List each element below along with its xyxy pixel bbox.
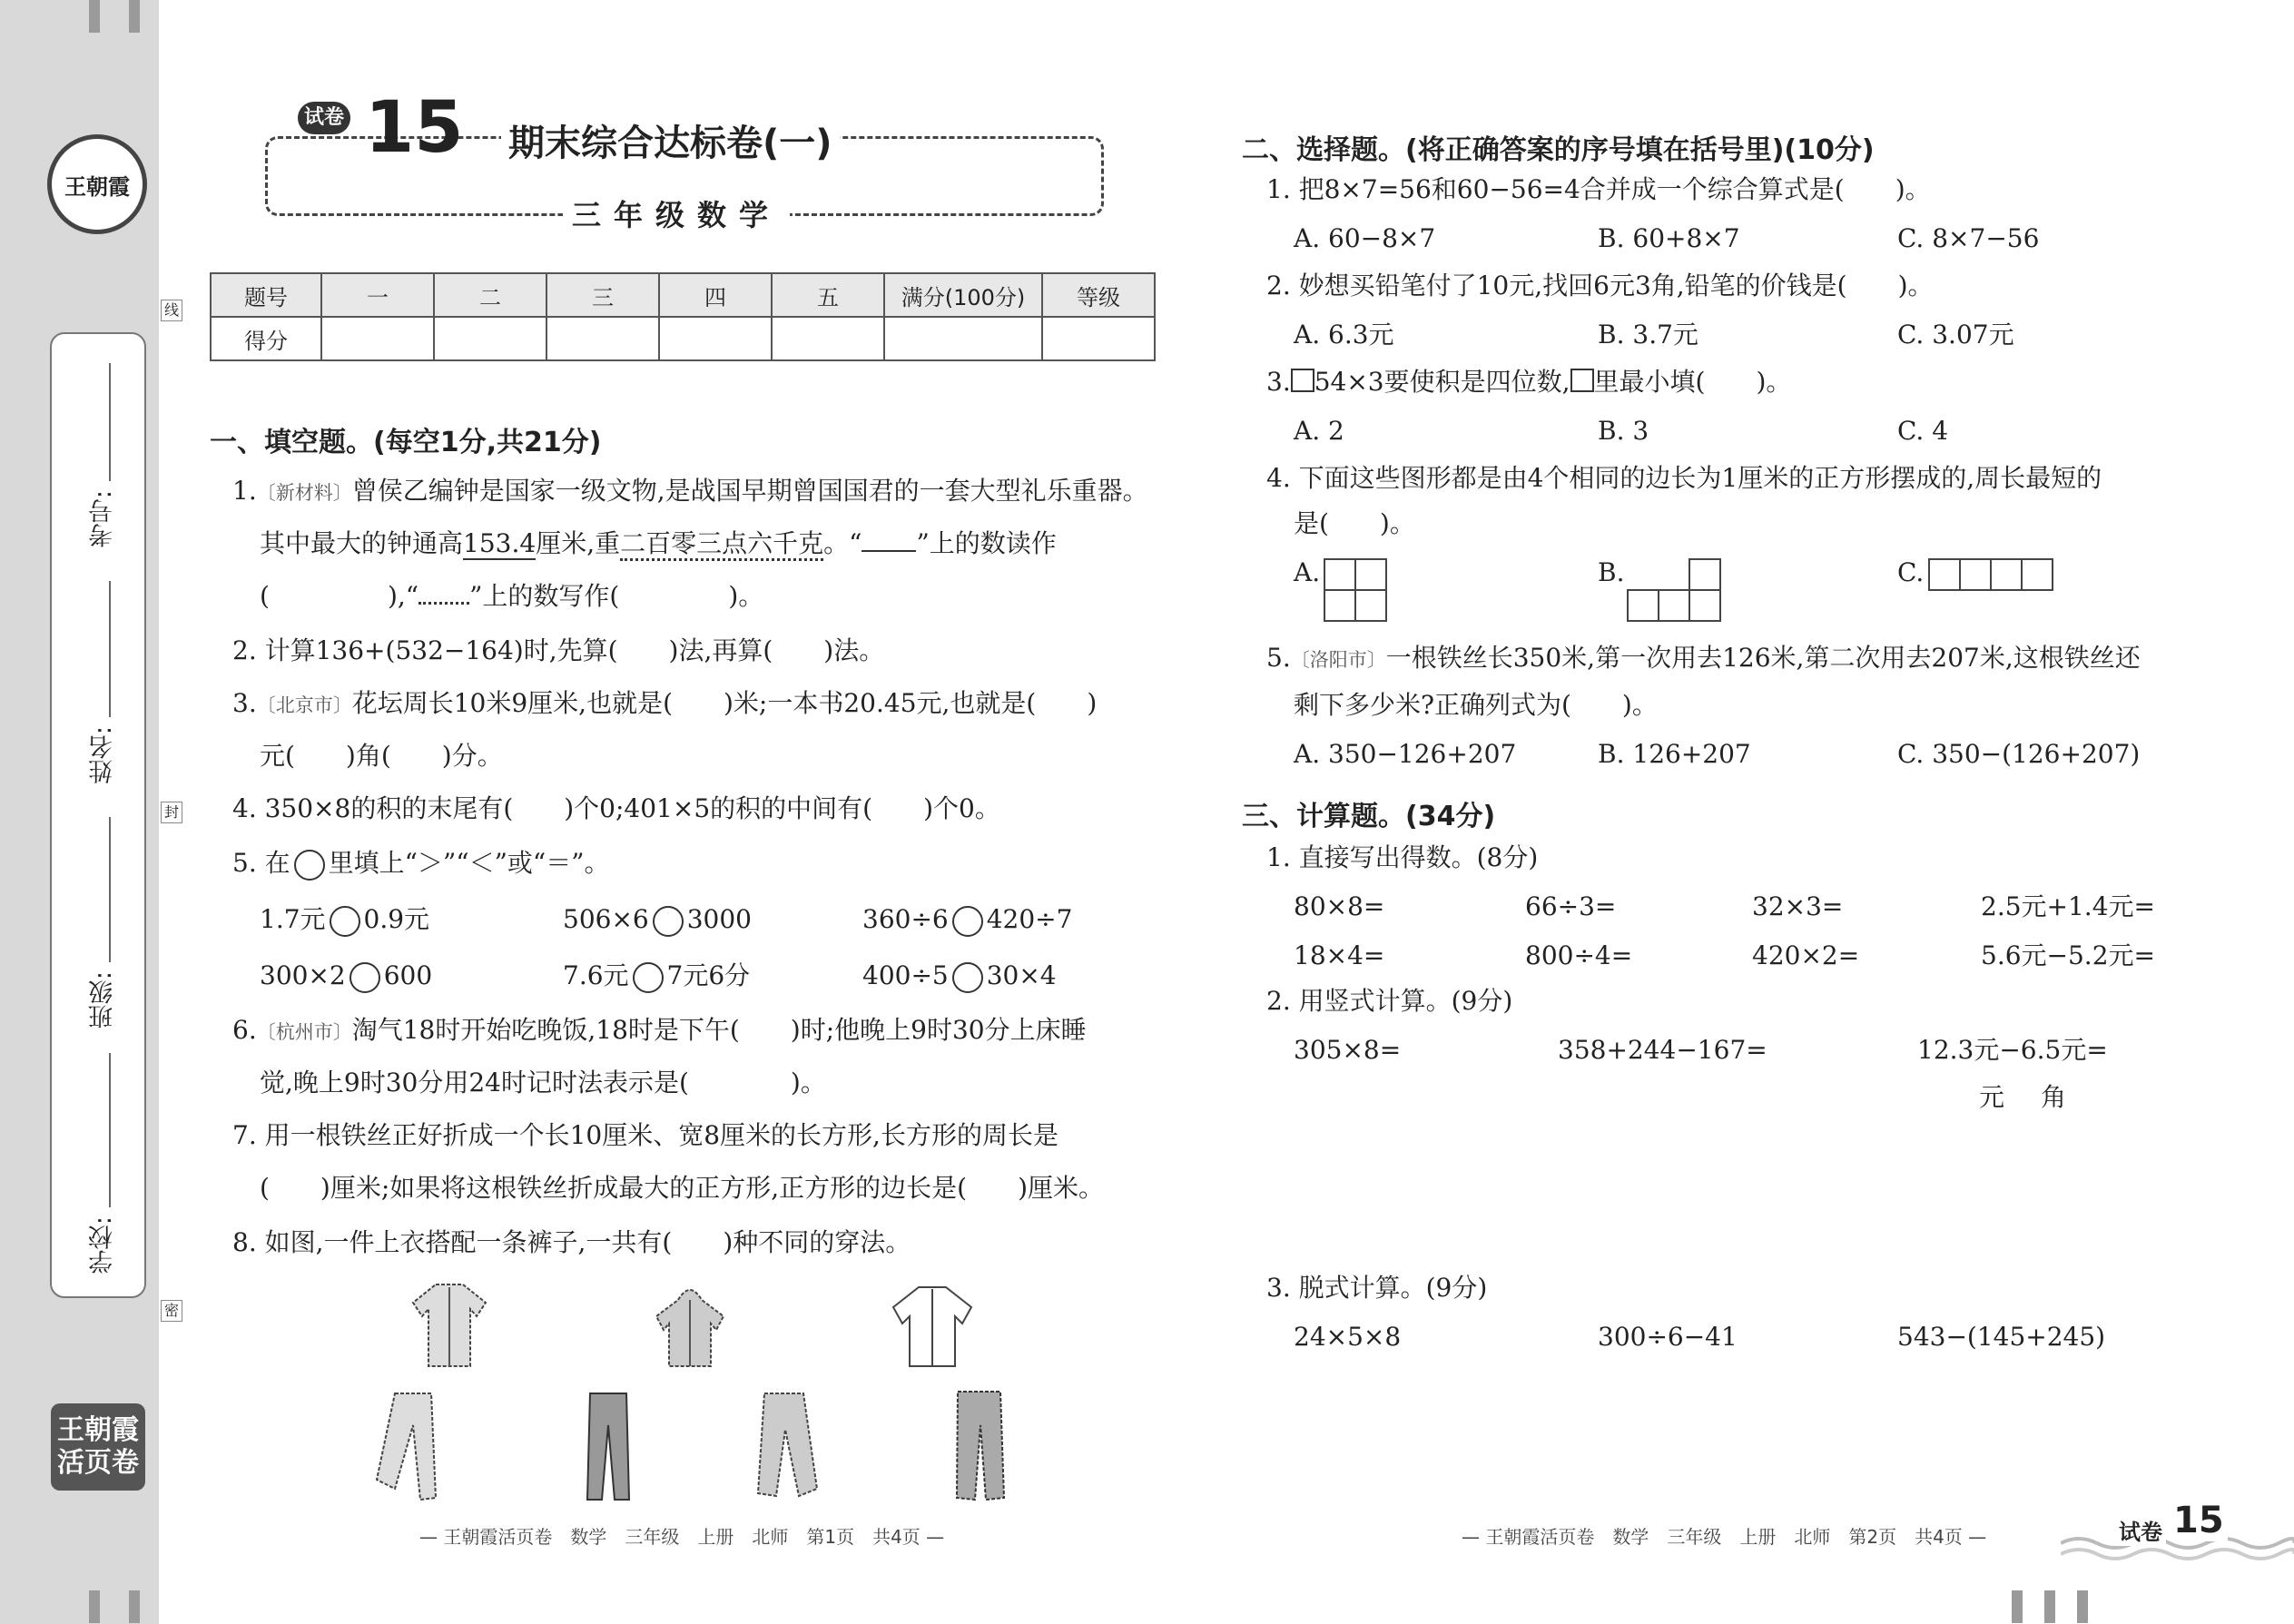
bottom-logo-line2: 活页卷 xyxy=(57,1447,139,1479)
bottom-logo-line1: 王朝霞 xyxy=(57,1414,139,1446)
s3-sub1: 1. 直接写出得数。(8分) xyxy=(1266,842,1539,872)
pants-icon xyxy=(744,1389,826,1507)
strip-tick xyxy=(2044,1590,2055,1623)
square-blank-icon xyxy=(1291,369,1314,392)
s2-q3-number: 3. xyxy=(1266,367,1291,397)
s3-oral-item: 80×8= xyxy=(1294,891,1385,921)
q1-number: 1. xyxy=(232,476,257,506)
exam-number-line[interactable] xyxy=(109,363,111,481)
s3-step-item: 24×5×8 xyxy=(1294,1322,1402,1352)
s3-vertical-item: 358+244−167= xyxy=(1558,1035,1767,1065)
s3-oral-item: 18×4= xyxy=(1294,940,1385,970)
compare-circle-icon[interactable] xyxy=(952,962,983,993)
score-cell[interactable] xyxy=(321,317,434,360)
s2-q3-opt-c[interactable]: C. 4 xyxy=(1897,416,1949,446)
q5-left: 1.7元 xyxy=(260,904,326,934)
q1-text-a: 曾侯乙编钟是国家一级文物,是战国早期曾国国君的一套大型礼乐重器。 xyxy=(351,476,1148,506)
pants-icon xyxy=(576,1389,640,1507)
bottom-logo xyxy=(51,1403,145,1491)
s2-q4-opt-a[interactable]: A. xyxy=(1294,557,1321,587)
score-header-cell: 等级 xyxy=(1042,273,1155,317)
s3-sub2: 2. 用竖式计算。(9分) xyxy=(1266,986,1513,1016)
score-row xyxy=(211,317,1155,360)
q1-text-c4: )。 xyxy=(728,581,764,611)
score-header-cell: 五 xyxy=(772,273,884,317)
q1-line3 xyxy=(260,570,763,623)
q5-item xyxy=(862,950,1057,1002)
q1-text-c2: ),“ xyxy=(387,581,419,611)
section3-heading: 三、计算题。(34分) xyxy=(1242,801,1496,832)
name-label: 姓名: xyxy=(89,726,117,784)
footer-right: — 王朝霞活页卷 数学 三年级 上册 北师 第2页 共4页 — xyxy=(1462,1526,1987,1548)
square-shape-a xyxy=(1324,558,1387,622)
s3-oral-item: 800÷4= xyxy=(1525,940,1633,970)
s2-q5-text-a: 一根铁丝长350米,第一次用去126米,第二次用去207米,这根铁丝还 xyxy=(1385,643,2141,673)
s3-sub3: 3. 脱式计算。(9分) xyxy=(1266,1273,1488,1303)
name-line[interactable] xyxy=(109,581,111,717)
q1-text-c3: ”上的数写作( xyxy=(469,581,620,611)
score-header-cell: 三 xyxy=(546,273,659,317)
q6-number: 6. xyxy=(232,1015,257,1045)
s3-oral-item: 420×2= xyxy=(1752,940,1860,970)
q3-line1 xyxy=(232,677,1097,732)
q5-left: 506×6 xyxy=(563,904,649,934)
s3-step-item: 300÷6−41 xyxy=(1598,1322,1738,1352)
s2-q3 xyxy=(1266,356,1791,408)
publisher-logo xyxy=(47,134,147,234)
student-info-box xyxy=(50,332,146,1298)
q5-right: 30×4 xyxy=(986,960,1057,990)
compare-circle-icon[interactable] xyxy=(330,906,360,937)
section1-heading: 一、填空题。(每空1分,共21分) xyxy=(210,427,602,458)
q5-right: 0.9元 xyxy=(363,904,430,934)
s2-q1-opt-a[interactable]: A. 60−8×7 xyxy=(1294,223,1436,253)
q1-text-b4: ”上的数读作 xyxy=(916,528,1057,558)
q7-line1: 7. 用一根铁丝正好折成一个长10厘米、宽8厘米的长方形,长方形的周长是 xyxy=(232,1120,1058,1150)
q1-text-c1: ( xyxy=(260,581,270,611)
score-header-row xyxy=(211,273,1155,317)
s2-q3-text-b: 里最小填( )。 xyxy=(1593,367,1792,397)
q3-text-a: 花坛周长10米9厘米,也就是( )米;一本书20.45元,也就是( ) xyxy=(351,688,1098,718)
s3-vertical-item: 305×8= xyxy=(1294,1035,1402,1065)
square-shape-c xyxy=(1928,558,2053,591)
school-line[interactable] xyxy=(109,1053,111,1207)
s3-units-label: 元 角 xyxy=(1979,1082,2072,1112)
s3-oral-item: 32×3= xyxy=(1752,891,1844,921)
q5-right: 3000 xyxy=(686,904,752,934)
exam-subject: 三年级数学 xyxy=(563,192,790,234)
strip-tick xyxy=(89,1590,100,1623)
bind-mark-secret: 密 xyxy=(161,1300,182,1322)
score-cell[interactable] xyxy=(659,317,772,360)
compare-circle-icon[interactable] xyxy=(633,962,664,993)
shirt-icon xyxy=(409,1280,490,1371)
score-header-cell: 四 xyxy=(659,273,772,317)
q1-text-b2: 厘米,重 xyxy=(536,528,621,558)
q1-weight-value: 二百零三点六千克 xyxy=(620,528,823,561)
s2-q5-source-tag: 〔洛阳市〕 xyxy=(1290,649,1386,671)
q1-wavy-marker xyxy=(418,602,469,605)
score-header-cell: 二 xyxy=(434,273,546,317)
q6-line2: 觉,晚上9时30分用24时记时法表示是( )。 xyxy=(260,1068,826,1097)
q3-source-tag: 〔北京市〕 xyxy=(256,694,352,716)
q5-item xyxy=(563,950,750,1002)
score-header-cell: 一 xyxy=(321,273,434,317)
compare-circle-icon[interactable] xyxy=(653,906,684,937)
q5-intro xyxy=(232,837,610,890)
q5-right: 7元6分 xyxy=(666,960,751,990)
s2-q2-opt-c[interactable]: C. 3.07元 xyxy=(1897,320,2014,349)
exam-title: 期末综合达标卷(一) xyxy=(501,114,840,166)
s2-q5-line1 xyxy=(1266,632,2141,686)
s2-q5-opt-c[interactable]: C. 350−(126+207) xyxy=(1897,739,2141,769)
square-shape-b xyxy=(1627,558,1721,622)
s2-q1: 1. 把8×7=56和60−56=4合并成一个综合算式是( )。 xyxy=(1266,174,1931,204)
s2-q4-opt-b[interactable]: B. xyxy=(1598,557,1625,587)
q6-text-a: 淘气18时开始吃晚饭,18时是下午( )时;他晚上9时30分上床睡 xyxy=(351,1015,1087,1045)
q2-text: 2. 计算136+(532−164)时,先算( )法,再算( )法。 xyxy=(232,635,885,665)
q5-text-1: 5. 在 xyxy=(232,848,290,878)
q5-item xyxy=(260,950,432,1002)
q5-right: 600 xyxy=(383,960,433,990)
bind-mark-line: 线 xyxy=(161,300,182,321)
s2-q5-opt-b[interactable]: B. 126+207 xyxy=(1598,739,1751,769)
q5-left: 300×2 xyxy=(260,960,346,990)
q5-text-2: 里填上“＞”“＜”或“＝”。 xyxy=(328,848,610,878)
q6-source-tag: 〔杭州市〕 xyxy=(256,1021,352,1043)
class-label: 班级: xyxy=(89,971,117,1029)
compare-circle-icon[interactable] xyxy=(952,906,983,937)
q5-item xyxy=(862,893,1072,946)
q5-item xyxy=(563,893,752,946)
s3-vertical-item: 12.3元−6.5元= xyxy=(1917,1035,2108,1065)
school-label: 学校: xyxy=(89,1216,117,1275)
score-cell[interactable] xyxy=(772,317,884,360)
score-cell[interactable] xyxy=(546,317,659,360)
score-row-label: 得分 xyxy=(211,317,321,360)
footer-badge-word: 试卷 xyxy=(2115,1514,2166,1546)
q1-underline-marker xyxy=(861,550,916,552)
q1-line1 xyxy=(232,465,1148,519)
q3-line2: 元( )角( )分。 xyxy=(260,741,503,771)
s2-q4-line1: 4. 下面这些图形都是由4个相同的边长为1厘米的正方形摆成的,周长最短的 xyxy=(1266,463,2102,493)
s2-q4-opt-c[interactable]: C. xyxy=(1897,557,1925,587)
s3-oral-item: 66÷3= xyxy=(1525,891,1617,921)
s3-oral-item: 2.5元+1.4元= xyxy=(1981,891,2155,921)
score-header-cell: 题号 xyxy=(211,273,321,317)
s2-q5-line2: 剩下多少米?正确列式为( )。 xyxy=(1294,690,1658,720)
score-table xyxy=(210,272,1156,361)
q7-line2: ( )厘米;如果将这根铁丝折成最大的正方形,正方形的边长是( )厘米。 xyxy=(260,1173,1105,1203)
exam-badge-word: 试卷 xyxy=(298,102,350,134)
pants-icon xyxy=(944,1384,1017,1507)
s2-q4-line2: 是( )。 xyxy=(1294,508,1415,538)
s2-q3-text-a: 54×3要使积是四位数, xyxy=(1314,367,1570,397)
q5-left: 7.6元 xyxy=(563,960,629,990)
q1-text-b1: 其中最大的钟通高 xyxy=(260,528,464,558)
footer-badge-number: 15 xyxy=(2170,1500,2228,1541)
bind-mark-seal: 封 xyxy=(161,802,182,823)
section2-heading: 二、选择题。(将正确答案的序号填在括号里)(10分) xyxy=(1242,134,1875,166)
q6-line1 xyxy=(232,1004,1087,1058)
strip-tick xyxy=(129,0,140,33)
strip-tick xyxy=(2077,1590,2088,1623)
score-cell[interactable] xyxy=(434,317,546,360)
q1-text-b3: 。“ xyxy=(823,528,862,558)
s2-q1-opt-c[interactable]: C. 8×7−56 xyxy=(1897,223,2040,253)
q3-number: 3. xyxy=(232,688,257,718)
s2-q2: 2. 妙想买铅笔付了10元,找回6元3角,铅笔的价钱是( )。 xyxy=(1266,271,1934,300)
q8-text: 8. 如图,一件上衣搭配一条裤子,一共有( )种不同的穿法。 xyxy=(232,1227,911,1257)
hoodie-icon xyxy=(649,1280,731,1371)
q5-right: 420÷7 xyxy=(986,904,1073,934)
s2-q2-opt-a[interactable]: A. 6.3元 xyxy=(1294,320,1394,349)
strip-tick xyxy=(2012,1590,2023,1623)
exam-number-label: 考号: xyxy=(89,490,117,548)
q4-text: 4. 350×8的积的末尾有( )个0;401×5的积的中间有( )个0。 xyxy=(232,793,1000,823)
jacket-icon xyxy=(890,1280,976,1371)
s2-q3-opt-a[interactable]: A. 2 xyxy=(1294,416,1344,446)
s2-q5-number: 5. xyxy=(1266,643,1291,673)
exam-number: 15 xyxy=(365,87,464,169)
score-header-cell: 满分(100分) xyxy=(884,273,1042,317)
compare-circle-icon xyxy=(294,850,325,881)
square-blank-icon xyxy=(1570,369,1594,392)
score-cell[interactable] xyxy=(1042,317,1155,360)
footer-left: — 王朝霞活页卷 数学 三年级 上册 北师 第1页 共4页 — xyxy=(419,1526,945,1548)
q1-line2 xyxy=(260,517,1057,570)
s3-oral-item: 5.6元−5.2元= xyxy=(1981,940,2155,970)
pants-icon xyxy=(368,1389,449,1507)
s2-q1-opt-b[interactable]: B. 60+8×7 xyxy=(1598,223,1740,253)
q1-height-value: 153.4 xyxy=(463,528,537,558)
q1-source-tag: 〔新材料〕 xyxy=(256,482,352,504)
s2-q2-opt-b[interactable]: B. 3.7元 xyxy=(1598,320,1698,349)
q5-left: 360÷6 xyxy=(862,904,949,934)
q5-item xyxy=(260,893,429,946)
strip-tick xyxy=(89,0,100,33)
q5-left: 400÷5 xyxy=(862,960,949,990)
s3-step-item: 543−(145+245) xyxy=(1897,1322,2106,1352)
score-cell[interactable] xyxy=(884,317,1042,360)
compare-circle-icon[interactable] xyxy=(350,962,380,993)
class-line[interactable] xyxy=(109,817,111,962)
strip-tick xyxy=(129,1590,140,1623)
s2-q3-opt-b[interactable]: B. 3 xyxy=(1598,416,1649,446)
s2-q5-opt-a[interactable]: A. 350−126+207 xyxy=(1294,739,1517,769)
logo-text: 王朝霞 xyxy=(64,173,130,200)
